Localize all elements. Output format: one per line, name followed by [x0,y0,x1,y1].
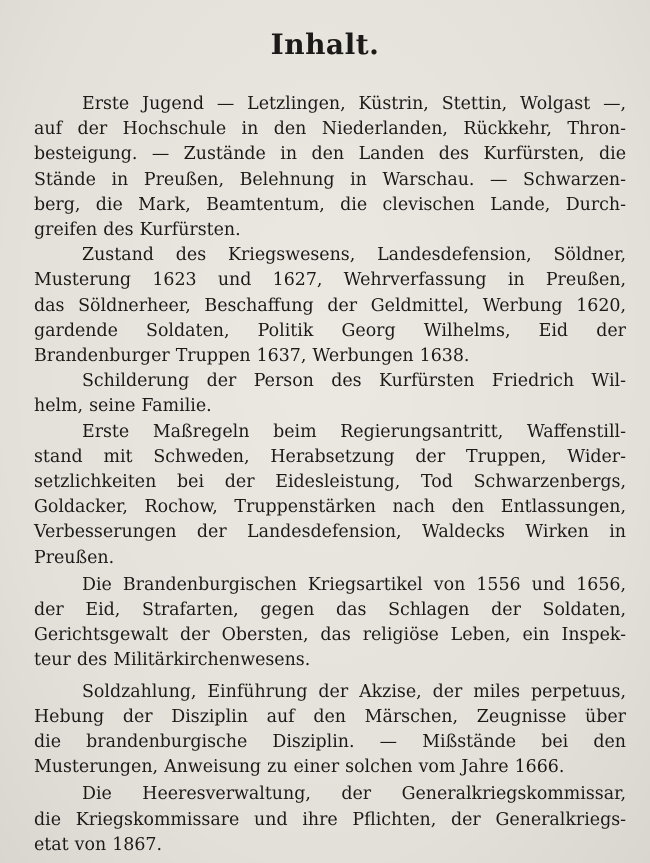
text-line: Erste Jugend — Letzlingen, Küstrin, Stettin, Wolgast —, [82,94,626,114]
text-line: etat von 1867. [34,834,162,855]
text-line: die Kriegskommissare und ihre Pflichten, der Generalkriegs- [34,809,626,830]
text-line: der Eid, Strafarten, gegen das Schlagen der Soldaten, [34,600,626,621]
toc-paragraph-administration [34,782,626,858]
text-line: das Söldnerheer, Beschaffung der Geldmittel, Werbung 1620, [34,295,626,316]
toc-paragraph-person [34,369,626,419]
text-line: teur des Militärkirchenwesens. [34,650,311,671]
text-line: Zustand des Kriegswesens, Landesdefension, Söldner, [82,245,626,266]
text-line: berg, die Mark, Beamtentum, die clevischen Lande, Durch- [34,194,626,215]
toc-paragraph-military-state [34,243,626,369]
text-line: Verbesserungen der Landesdefension, Waldecks Wirken in [34,522,626,543]
text-line: Musterungen, Anweisung zu einer solchen vom Jahre 1666. [34,757,565,778]
text-line: Soldzahlung, Einführung der Akzise, der miles perpetuus, [82,681,626,702]
text-line: Die Brandenburgischen Kriegsartikel von 1556 und 1656, [82,574,626,595]
text-line: greifen des Kurfürsten. [34,220,241,241]
text-line: Hebung der Disziplin auf den Märschen, Zeugnisse über [34,706,626,727]
text-line: Stände in Preußen, Belehnung in Warschau. — Schwarzen- [34,169,626,190]
text-line: Goldacker, Rochow, Truppenstärken nach den Entlassungen, [34,497,626,518]
text-line: auf der Hochschule in den Niederlanden, Rückkehr, Thron- [34,119,626,140]
text-line: Gerichtsgewalt der Obersten, das religiöse Leben, ein Inspek- [34,625,626,646]
text-line: helm, seine Familie. [34,396,212,417]
text-line: Preußen. [34,547,115,568]
toc-paragraph-youth [34,92,626,243]
toc-paragraph-first-measures [34,420,626,571]
text-line: setzlichkeiten bei der Eidesleistung, Tod Schwarzenbergs, [34,472,626,493]
toc-paragraph-articles-of-war [34,573,626,674]
text-line: Brandenburger Truppen 1637, Werbungen 1638. [34,346,470,367]
text-line: besteigung. — Zustände in den Landen des Kurfürsten, die [34,144,626,165]
text-line: gardende Soldaten, Politik Georg Wilhelms, Eid der [34,320,626,341]
table-of-contents [34,92,626,858]
page-title: Inhalt. [270,28,380,61]
text-line: Musterung 1623 und 1627, Wehrverfassung in Preußen, [34,270,626,291]
text-line: Die Heeresverwaltung, der Generalkriegskommissar, [82,784,626,805]
text-line: stand mit Schweden, Herabsetzung der Truppen, Wider- [34,446,626,467]
text-line: Schilderung der Person des Kurfürsten Friedrich Wil- [82,371,626,392]
toc-paragraph-pay-discipline [34,680,626,781]
text-line: die brandenburgische Disziplin. — Mißstände bei den [34,732,626,753]
text-line: Erste Maßregeln beim Regierungsantritt, Waffenstill- [82,421,626,442]
